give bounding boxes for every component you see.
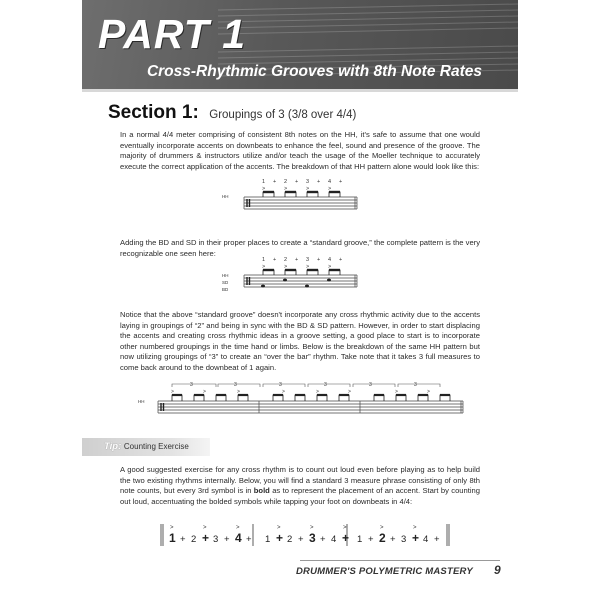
accent-mark: >	[413, 525, 417, 531]
count-symbol-bold: 2	[379, 531, 386, 545]
page-number: 9	[494, 563, 501, 577]
count-symbol-bold: +	[342, 531, 350, 545]
count-symbol: 1	[265, 534, 271, 545]
count-1: 1	[262, 179, 266, 185]
hh-label: HH	[222, 194, 229, 199]
count-symbol-bold: 4	[235, 531, 242, 545]
count-symbol: +	[434, 534, 440, 545]
count-symbol: 3	[401, 534, 407, 545]
count-symbol: +	[246, 534, 252, 545]
accent-mark: >	[328, 264, 332, 270]
accent-mark: >	[236, 525, 240, 531]
accent-mark: >	[306, 186, 310, 192]
tip-title: Counting Exercise	[123, 442, 189, 451]
count-2: 2	[284, 257, 288, 263]
accent-mark: >	[282, 389, 285, 395]
bold-word: bold	[253, 486, 270, 496]
bd-label: BD	[222, 287, 229, 292]
count-plus: +	[339, 257, 343, 263]
accent-mark: >	[306, 264, 310, 270]
grouping-label: 3	[414, 382, 417, 388]
paragraph-hh-breakdown: In a normal 4/4 meter comprising of consistent 8th notes on the HH, it's safe to assume that one would eventually incorporate accents on downbeats to enhance the feel, sound and presence of the groove. The majority of drummers & instructors utilize and/or teach the usage of the Moeller technique to accurately execute the correct application of the accents. The breakdown of that HH pattern alone would look like this:	[120, 130, 480, 171]
count-symbol: +	[224, 534, 230, 545]
accent-mark: >	[277, 525, 281, 531]
count-symbol: 2	[191, 534, 197, 545]
tip-banner	[82, 438, 210, 456]
banner-rule	[82, 89, 518, 92]
count-3: 3	[306, 179, 310, 185]
count-2: 2	[284, 179, 288, 185]
count-symbol: +	[320, 534, 326, 545]
accent-mark: >	[203, 525, 207, 531]
accent-mark: >	[348, 389, 351, 395]
header-banner	[82, 0, 518, 92]
hh-label: HH	[222, 273, 229, 278]
grouping-label: 3	[190, 382, 193, 388]
paragraph-standard-groove: Adding the BD and SD in their proper places to create a “standard groove,” the complete pattern is the very recognizable one seen here:	[120, 238, 480, 258]
accent-mark: >	[203, 389, 206, 395]
count-symbol: 3	[213, 534, 219, 545]
grouping-label: 3	[369, 382, 372, 388]
accent-mark: >	[171, 389, 174, 395]
part-title: PART 1	[98, 11, 247, 57]
hh-label: HH	[138, 399, 145, 404]
count-3: 3	[306, 257, 310, 263]
sd-label: SD	[222, 280, 229, 285]
count-symbol-bold: 3	[309, 531, 316, 545]
count-plus: +	[295, 257, 299, 263]
count-plus: +	[339, 179, 343, 185]
count-1: 1	[262, 257, 266, 263]
counting-exercise-row	[157, 520, 457, 548]
section-heading	[108, 102, 356, 124]
accent-mark: >	[427, 389, 430, 395]
paragraph-counting-exercise	[120, 465, 480, 507]
count-symbol: 4	[423, 534, 429, 545]
count-symbol-bold: +	[202, 531, 210, 545]
accent-mark: >	[395, 389, 398, 395]
accent-mark: >	[262, 264, 266, 270]
count-4: 4	[328, 179, 332, 185]
notation-groupings-of-3	[138, 381, 468, 423]
accent-mark: >	[343, 525, 347, 531]
accent-mark: >	[284, 186, 288, 192]
count-plus: +	[317, 179, 321, 185]
grouping-label: 3	[279, 382, 282, 388]
count-symbol: +	[298, 534, 304, 545]
accent-mark: >	[237, 389, 240, 395]
count-plus: +	[273, 179, 277, 185]
count-4: 4	[328, 257, 332, 263]
grouping-label: 3	[324, 382, 327, 388]
accent-mark: >	[328, 186, 332, 192]
accent-mark: >	[284, 264, 288, 270]
paragraph-text: A good suggested exercise for any cross rhythm is to count out loud even before playing as to help build the two existing rhythms internally. Below, you will find a standard 3 measure phrase consisting of only 8th note counts, but every 3rd symbol is in	[120, 465, 480, 496]
count-plus: +	[317, 257, 321, 263]
count-plus: +	[295, 179, 299, 185]
notation-standard-groove	[222, 255, 362, 297]
paragraph-text: as to represent the placement of an accent. Start by counting out loud, accentuating the bolded symbols while tapping your foot on downbeats in 4/4:	[120, 486, 480, 506]
section-number: Section 1:	[108, 102, 199, 123]
count-symbol: +	[180, 534, 186, 545]
count-symbol-bold: 1	[169, 531, 176, 545]
count-symbol: +	[368, 534, 374, 545]
section-title: Groupings of 3 (3/8 over 4/4)	[209, 109, 357, 121]
counting-exercise-graphic	[157, 520, 457, 548]
count-symbol: 4	[331, 534, 337, 545]
accent-mark: >	[310, 525, 314, 531]
tip-label: Tip:	[104, 441, 122, 452]
book-page	[82, 0, 518, 600]
count-symbol: 2	[287, 534, 293, 545]
footer-rule	[300, 560, 500, 561]
accent-mark: >	[316, 389, 319, 395]
footer-title: DRUMMER'S POLYMETRIC MASTERY	[296, 566, 473, 577]
count-symbol-bold: +	[276, 531, 284, 545]
notation-hh-pattern	[222, 177, 362, 215]
count-symbol: +	[390, 534, 396, 545]
accent-mark: >	[262, 186, 266, 192]
accent-mark: >	[380, 525, 384, 531]
count-symbol-bold: +	[412, 531, 420, 545]
count-plus: +	[273, 257, 277, 263]
count-symbol: 1	[357, 534, 363, 545]
part-subtitle: Cross-Rhythmic Grooves with 8th Note Rates	[146, 63, 482, 80]
accent-mark: >	[170, 525, 174, 531]
grouping-label: 3	[234, 382, 237, 388]
paragraph-groupings-of-3: Notice that the above “standard groove” doesn't incorporate any cross rhythmic activity due to the accents laying in groupings of “2” and being in sync with the BD & SD pattern. However, in order to start displacing the accents and creating cross rhythmic ideas in a groove setting, a good place to start is to incorporate other numbered groupings in the time hand or limbs. Below is the breakdown of the same HH pattern but now utilizing groupings of “3” to create an “over the bar” rhythm. Take note that it takes 3 full measures to come back around to the downbeat of 1 again.	[120, 310, 480, 372]
